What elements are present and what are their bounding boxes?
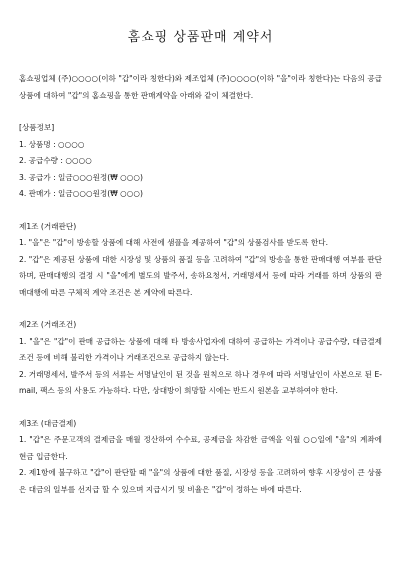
product-name-line: 1. 상품명 : ○○○○ bbox=[19, 139, 85, 149]
article-1-clause-1: 1. "을"은 "갑"이 방송할 상품에 대해 사전에 샘플을 제공하여 "갑"의 상품검사를 받도록 한다. bbox=[19, 238, 328, 247]
article-3-section bbox=[19, 416, 382, 499]
supply-quantity-line: 2. 공급수량 : ○○○○ bbox=[19, 156, 92, 165]
article-3-heading: 제3조 (대금결제) bbox=[19, 418, 77, 428]
product-info-heading: [상품정보] bbox=[19, 123, 55, 132]
intro-paragraph: 홈쇼핑업체 (주)○○○○(이하 "갑"이라 칭한다)와 제조업체 (주)○○○○(이하 "을"이라 칭한다)는 다음의 공급상품에 대하여 "갑"의 홈쇼핑을 통한 판매계약을 아래와 같이 체결한다. bbox=[19, 74, 382, 100]
sale-price-line: 4. 판매가 : 일금○○○원정(₩ ○○○) bbox=[19, 189, 143, 198]
product-info-section bbox=[19, 120, 382, 203]
article-2-heading: 제2조 (거래조건) bbox=[19, 320, 77, 329]
article-2-section bbox=[19, 317, 382, 400]
article-2-clause-2: 2. 거래명세서, 발주서 등의 서류는 서명날인이 된 것을 원칙으로 하나 경우에 따라 서명날인이 사본으로 된 E-mail, 팩스 등의 사용도 가능하다. 다만, 상대방이 희망할 시에는 반드시 원본을 교부하여야 한다. bbox=[19, 369, 382, 395]
article-3-clause-2: 2. 제1항에 불구하고 "갑"이 판단할 때 "을"의 상품에 대한 품질, 시장성 등을 고려하여 향후 시장성이 큰 상품은 대금의 일부를 선지급 할 수 있으며 지급시기 및 비율은 "갑"이 정하는 바에 따른다. bbox=[19, 468, 382, 494]
article-1-heading: 제1조 (거래판단) bbox=[19, 221, 77, 231]
article-1-clause-2: 2. "갑"은 제공된 상품에 대한 시장성 및 상품의 품질 등을 고려하여 "갑"의 방송을 통한 판매대행 여부를 판단하며, 판매대행의 결정 시 "을"에게 별도의 발주서, 송하요청서, 거래명세서 등에 따라 거래를 하며 상품의 판매대행에 따른 구체적 계약 조건은 본 계약에 따른다. bbox=[19, 254, 382, 297]
article-3-clause-1: 1. "갑"은 주문고객의 결제금을 매월 정산하여 수수료, 공제금을 차감한 금액을 익월 ○○일에 "을"의 계좌에 현금 입금한다. bbox=[19, 435, 382, 461]
article-1-section bbox=[19, 219, 382, 302]
article-2-clause-1: 1. "을"은 "갑"이 판매 공급하는 상품에 대해 타 방송사업자에 대하여 공급하는 가격이나 공급수량, 대금결제조건 등에 비해 불리한 가격이나 거래조건으로 공급하지 않는다. bbox=[19, 336, 382, 362]
supply-price-line: 3. 공급가 : 일금○○○원정(₩ ○○○) bbox=[19, 172, 143, 182]
document-title: 홈쇼핑 상품판매 계약서 bbox=[127, 30, 274, 45]
